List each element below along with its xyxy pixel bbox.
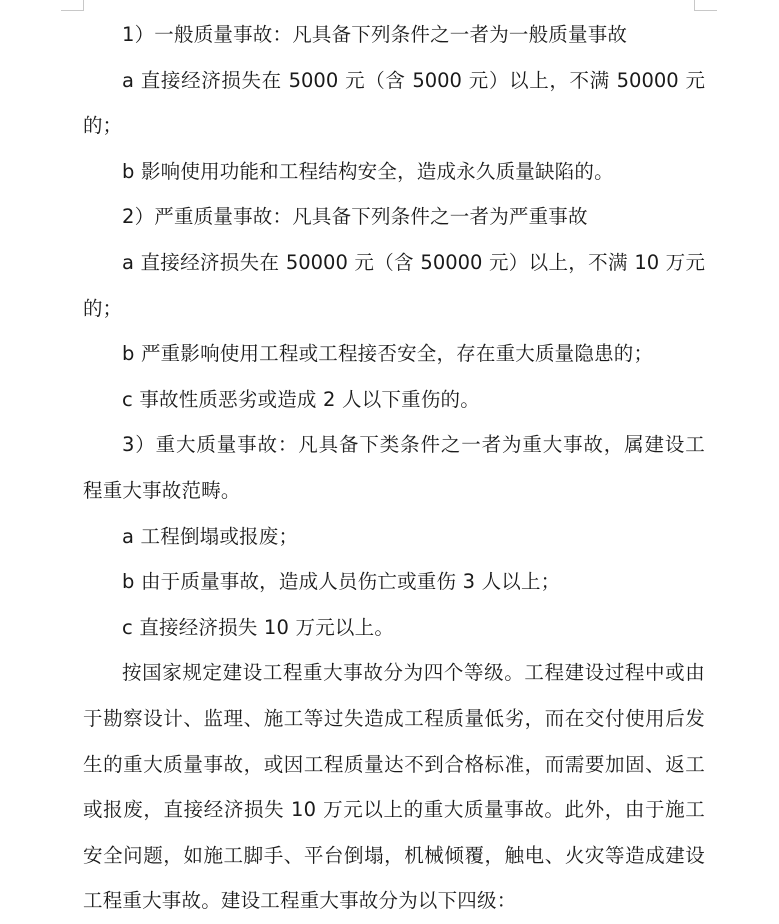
paragraph-major-accident-b: b 由于质量事故，造成人员伤亡或重伤 3 人以上； bbox=[122, 570, 561, 594]
paragraph-serious-accident-heading: 2）严重质量事故：凡具备下列条件之一者为严重事故 bbox=[122, 205, 588, 229]
paragraph-major-accident-c: c 直接经济损失 10 万元以上。 bbox=[122, 615, 395, 639]
paragraph-serious-accident-b: b 严重影响使用工程或工程接否安全，存在重大质量隐患的； bbox=[122, 342, 654, 366]
document-body bbox=[83, 12, 705, 924]
paragraph-general-accident-a: a 直接经济损失在 5000 元（含 5000 元）以上，不满 50000 元的； bbox=[83, 68, 705, 138]
paragraph-serious-accident-a: a 直接经济损失在 50000 元（含 50000 元）以上，不满 10 万元的； bbox=[83, 250, 705, 320]
paragraph-accident-grades: 按国家规定建设工程重大事故分为四个等级。工程建设过程中或由于勘察设计、监理、施工等过失造成工程质量低劣，而在交付使用后发生的重大质量事故，或因工程质量达不到合格标准，而需要加固、返工或报废，直接经济损失 10 万元以上的重大质量事故。此外，由于施工安全问题，如施工脚手、平台倒塌，机械倾覆，触电、火灾等造成建设工程重大事故。建设工程重大事故分为以下四级： bbox=[83, 661, 705, 913]
margin-corner-mark-right bbox=[694, 0, 717, 11]
paragraph-major-accident-heading: 3）重大质量事故：凡具备下类条件之一者为重大事故，属建设工程重大事故范畴。 bbox=[83, 433, 705, 502]
paragraph-serious-accident-c: c 事故性质恶劣或造成 2 人以下重伤的。 bbox=[122, 387, 480, 411]
margin-corner-mark-left bbox=[61, 0, 84, 11]
paragraph-general-accident-heading: 1）一般质量事故：凡具备下列条件之一者为一般质量事故 bbox=[122, 23, 628, 46]
paragraph-general-accident-b: b 影响使用功能和工程结构安全，造成永久质量缺陷的。 bbox=[122, 159, 614, 183]
paragraph-major-accident-a: a 工程倒塌或报废； bbox=[122, 524, 299, 548]
